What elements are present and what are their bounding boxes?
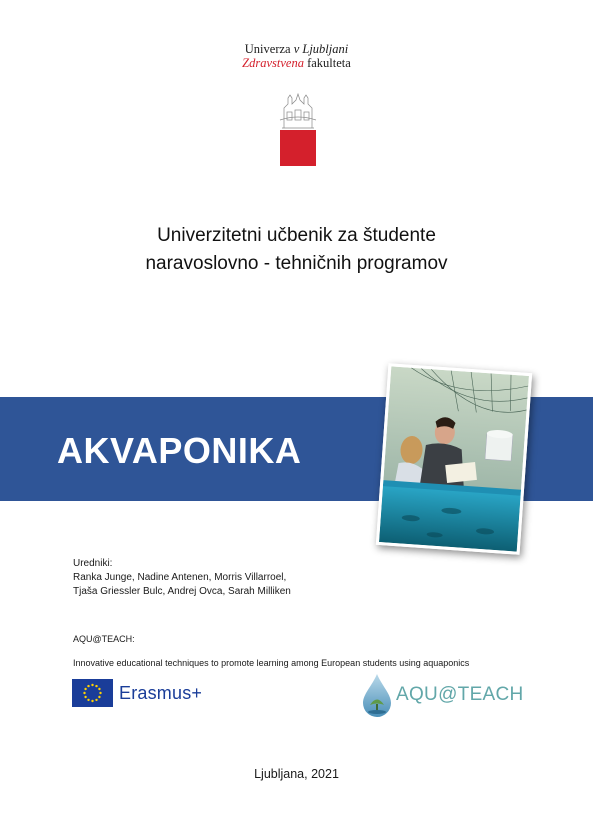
- eu-star: [83, 692, 85, 694]
- book-title: AKVAPONIKA: [57, 430, 302, 471]
- publication-place-year: Ljubljana, 2021: [254, 767, 339, 781]
- eu-star: [87, 699, 89, 701]
- project-block: [73, 633, 469, 669]
- project-label: AQU@TEACH:: [73, 634, 135, 644]
- eu-star: [98, 696, 100, 698]
- eu-star: [95, 699, 97, 701]
- erasmus-logo: [72, 679, 202, 707]
- university-seal-icon: [278, 90, 318, 166]
- eu-star: [84, 688, 86, 690]
- eu-flag-icon: [72, 679, 113, 707]
- eu-star: [84, 696, 86, 698]
- book-subtitle: Univerzitetni učbenik za študente naravoslovno - tehničnih programov: [145, 225, 448, 274]
- editors-label: Uredniki:: [73, 558, 113, 569]
- aquateach-logo: [360, 672, 524, 718]
- editors-block: [73, 557, 291, 599]
- project-description: Innovative educational techniques to promote learning among European students using aquaponics: [73, 658, 470, 668]
- university-line-2: Zdravstvena fakulteta: [242, 56, 351, 70]
- cover-photo: [376, 363, 532, 555]
- university-name: [0, 42, 593, 70]
- university-line-1: Univerza v Ljubljani: [244, 42, 349, 56]
- eu-star: [98, 688, 100, 690]
- eu-star: [91, 684, 93, 686]
- eu-star: [87, 685, 89, 687]
- water-drop-icon: [360, 672, 394, 718]
- eu-star: [95, 685, 97, 687]
- eu-star: [99, 692, 101, 694]
- erasmus-text: Erasmus+: [119, 682, 203, 703]
- aquateach-text: AQU@TEACH: [396, 684, 524, 705]
- eu-star: [91, 700, 93, 702]
- editors-line-2: Tjaša Griessler Bulc, Andrej Ovca, Sarah Milliken: [73, 586, 291, 597]
- editors-line-1: Ranka Junge, Nadine Antenen, Morris Villarroel,: [73, 572, 287, 583]
